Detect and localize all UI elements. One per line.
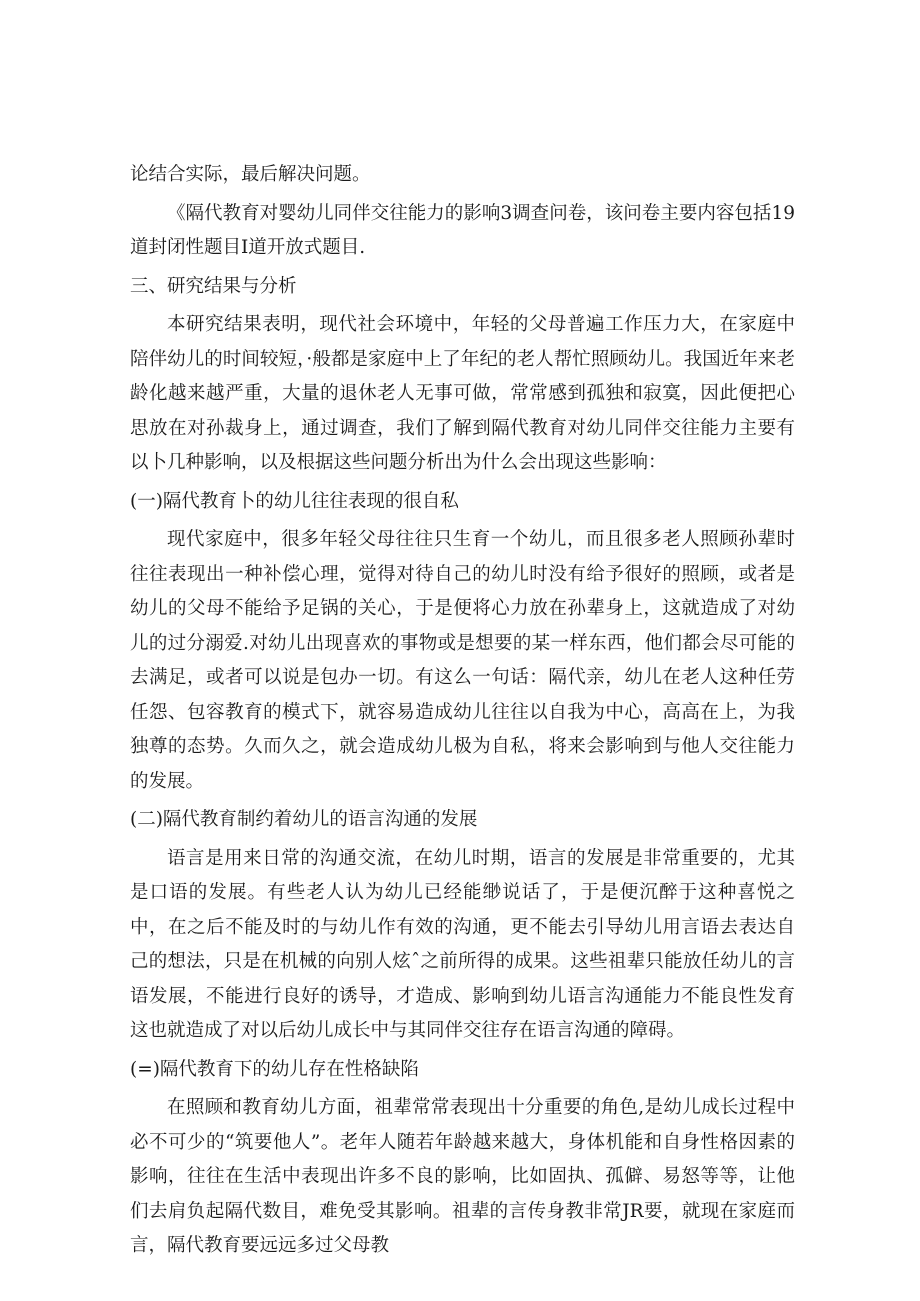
paragraph-questionnaire: 《隔代教育对婴幼儿同伴交往能力的影响3调查问卷，该问卷主要内容包括19道封闭性题目I道开放式题目. [130,202,795,258]
document-body [130,158,795,1264]
paragraph-selfish: 现代家庭中，很多年轻父母往往只生育一个幼儿，而且很多老人照顾孙辈时往往表现出一种补偿心理，觉得对待自己的幼儿时没有给予很好的照顾，或者是幼儿的父母不能给予足锅的关心，于是便将心力放在孙辈身上，这就造成了对幼儿的过分溺爱.对幼儿出现喜欢的事物或是想要的某一样东西，他们都会尽可能的去满足，或者可以说是包办一切。有这么一句话：隔代亲，幼儿在老人这种任劳任怨、包容教育的模式下，就容易造成幼儿往往以自我为中心，高高在上，为我独尊的态势。久而久之，就会造成幼儿极为自私，将来会影响到与他人交往能力的发展。 [130,529,795,792]
section-heading-results: 三、研究结果与分析 [130,275,297,297]
subsection-heading-language: (二)隔代教育制约着幼儿的语言沟通的发展 [130,809,478,830]
subsection-heading-personality: (=)隔代教育下的幼儿存在性格缺陷 [130,1058,419,1080]
paragraph-language: 语言是用来日常的沟通交流，在幼儿时期，语言的发展是非常重要的，尤其是口语的发展。有些老人认为幼儿已经能缈说话了，于是便沉醉于这种喜悦之中，在之后不能及时的与幼儿作有效的沟通，更不能去引导幼儿用言语去表达自己的想法，只是在机械的向别人炫ˆ之前所得的成果。这些祖辈只能放任幼儿的言语发展，不能进行良好的诱导，才造成、影响到幼儿语言沟通能力不能良性发育这也就造成了对以后幼儿成长中与其同伴交往存在语言沟通的障碍。 [130,847,795,1041]
paragraph-continuation: 论结合实际，最后解决问题。 [130,164,371,185]
paragraph-personality: 在照顾和教育幼儿方面，祖辈常常表现出十分重要的角色,是幼儿成长过程中必不可少的“筑要他人”。老年人随若年龄越来越大，身体机能和自身性格因素的影响，往往在生活中表现出许多不良的影响，比如固执、孤僻、易怒等等，让他们去肩负起隔代数目，难免受其影响。祖辈的言传身教非常JR要，就现在家庭而言，隔代教育要远远多过父母教 [130,1097,795,1256]
subsection-heading-selfish: (一)隔代教育卜的幼儿往往表现的很自私 [130,490,459,512]
paragraph-results-intro: 本研究结果表明，现代社会环境中，年轻的父母普遍工作压力大，在家庭中陪伴幼儿的时间较短，·般都是家庭中上了年纪的老人帮忙照顾幼儿。我国近年来老龄化越来越严重，大量的退休老人无事可做，常常感到孤独和寂寞，因此便把心思放在对孙裁身上，通过调查，我们了解到隔代教育对幼儿同伴交往能力主要有以卜几种影响，以及根据这些问题分析出为什么会出现这些影响： [130,314,795,473]
